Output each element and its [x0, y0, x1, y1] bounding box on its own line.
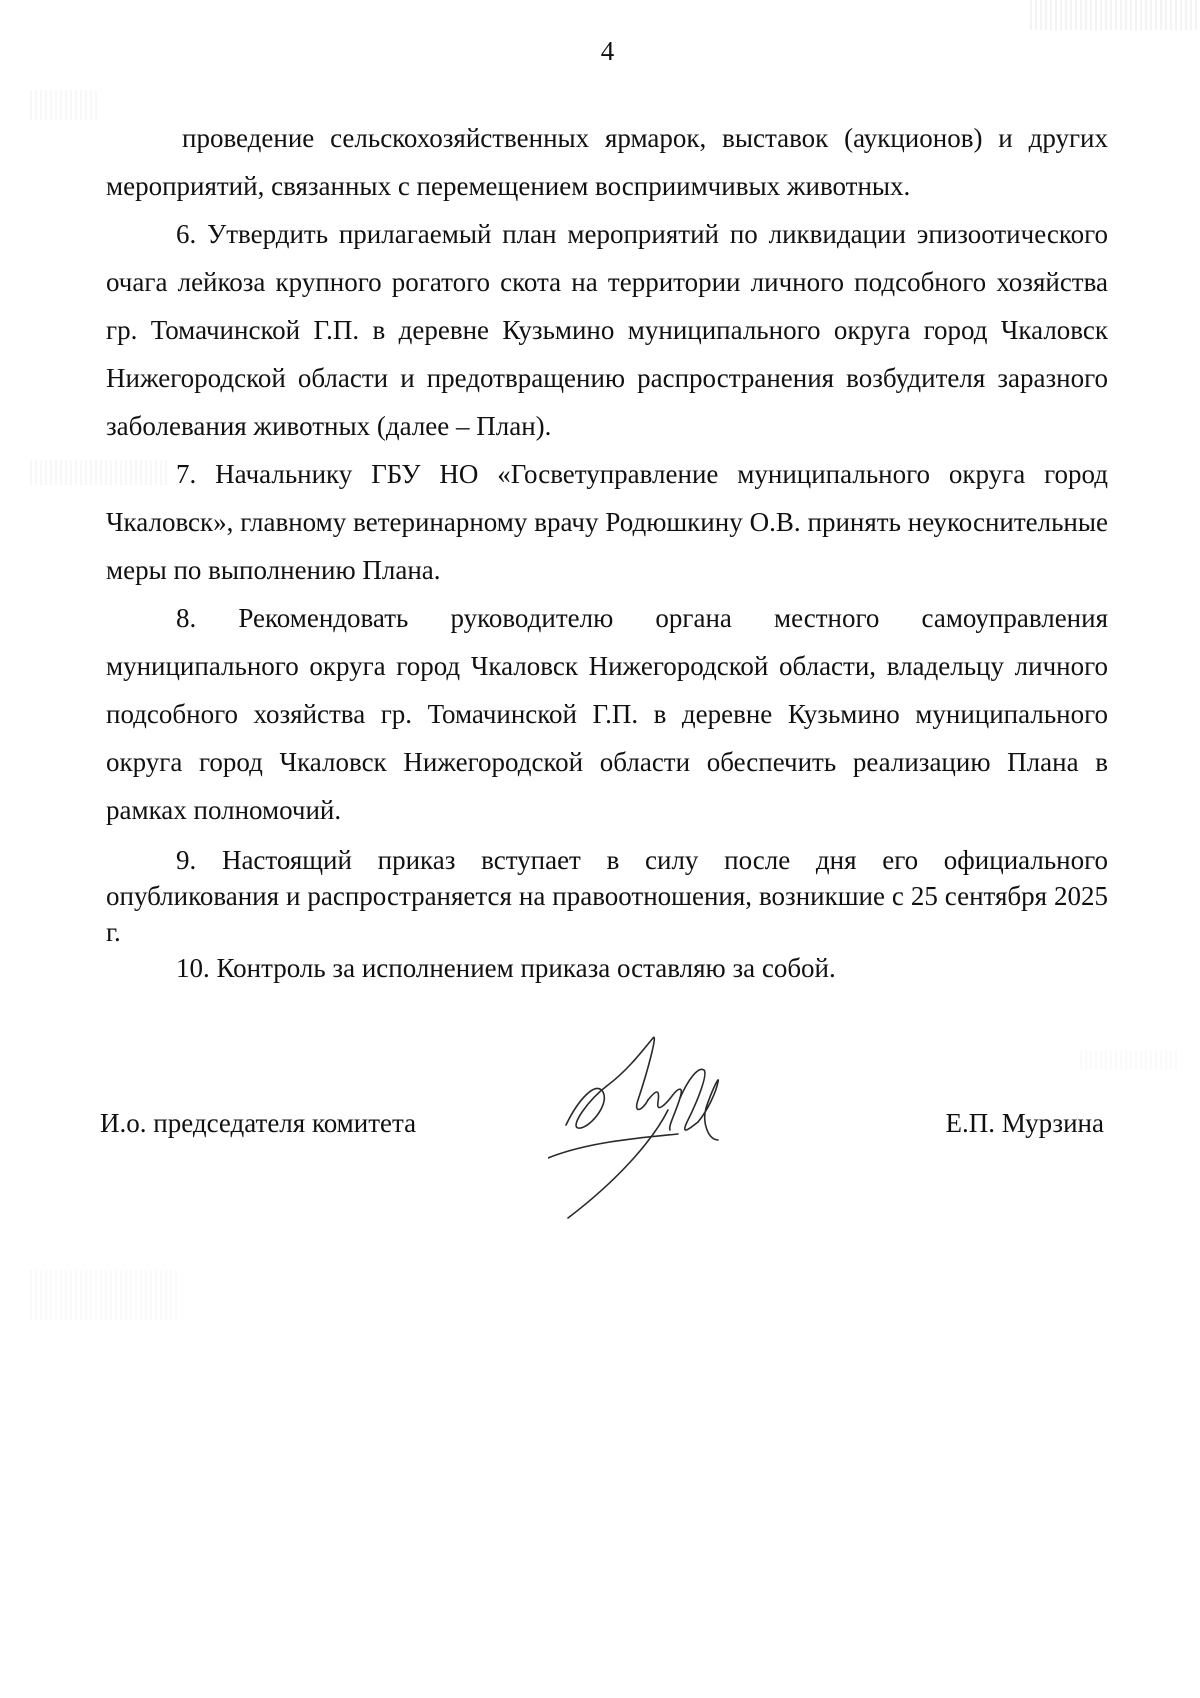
handwritten-signature: [548, 1030, 758, 1220]
paragraph-6: 6. Утвердить прилагаемый план мероприятий по ликвидации эпизоотического очага лейкоза крупного рогатого скота на территории личного подсобного хозяйства гр. Томачинской Г.П. в деревне Кузьмино муниципального округа город Чкаловск Нижегородской области и предотвращению распространения возбудителя заразного заболевания животных (далее – План).: [106, 219, 1108, 441]
page-number: 4: [600, 36, 615, 66]
scan-noise: [30, 90, 100, 120]
document-body: [106, 114, 1108, 986]
paragraph-10: 10. Контроль за исполнением приказа оставляю за собой.: [176, 953, 836, 983]
scan-noise: [30, 1270, 180, 1320]
scan-noise: [1080, 1050, 1180, 1070]
signatory-position: И.о. председателя комитета: [100, 1108, 417, 1138]
signatory-name: Е.П. Мурзина: [945, 1108, 1104, 1138]
paragraph-7: 7. Начальнику ГБУ НО «Госветуправление муниципального округа город Чкаловск», главному ветеринарному врачу Родюшкину О.В. принять неукоснительные меры по выполнению Плана.: [106, 459, 1108, 585]
paragraph-9: 9. Настоящий приказ вступает в силу после дня его официального опубликования и распространяется на правоотношения, возникшие с 25 сентября 2025 г.: [106, 845, 1108, 947]
scan-noise: [1030, 0, 1200, 30]
paragraph-8: 8. Рекомендовать руководителю органа местного самоуправления муниципального округа город Чкаловск Нижегородской области, владельцу личного подсобного хозяйства гр. Томачинской Г.П. в деревне Кузьмино муниципального округа город Чкаловск Нижегородской области обеспечить реализацию Плана в рамках полномочий.: [106, 603, 1108, 825]
paragraph-continuation: проведение сельскохозяйственных ярмарок, выставок (аукционов) и других мероприятий, связанных с перемещением восприимчивых животных.: [106, 123, 1108, 201]
